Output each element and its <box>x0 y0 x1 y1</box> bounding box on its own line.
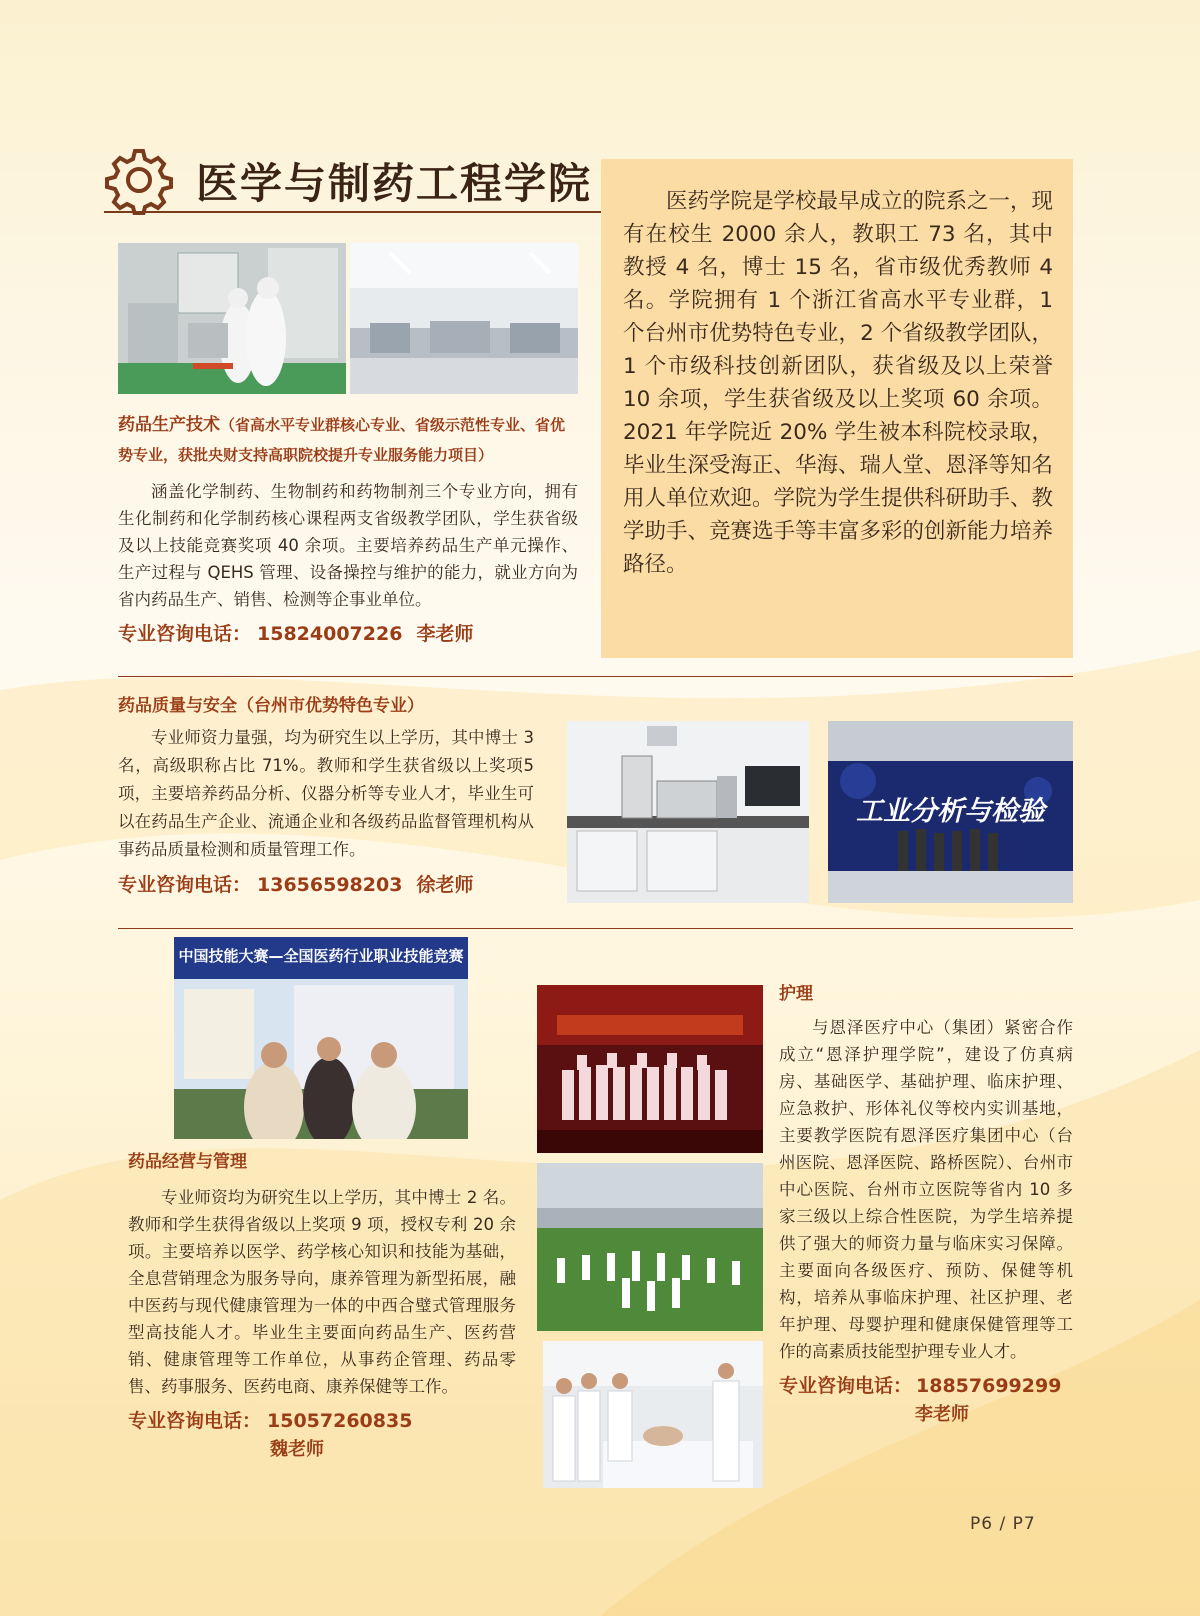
title-underline <box>104 211 601 213</box>
phone-number: 15057260835 <box>267 1410 413 1432</box>
divider <box>118 928 1073 929</box>
contact-line <box>779 1371 1073 1398</box>
phone-number: 13656598203 <box>257 874 403 896</box>
section-title: 护理 <box>779 984 813 1004</box>
section-body: 与恩泽医疗中心（集团）紧密合作成立“恩泽护理学院”，建设了仿真病房、基础医学、基础护理、临床护理、应急救护、形体礼仪等校内实训基地，主要教学医院有恩泽医疗集团中心（台州医院、恩泽医院、路桥医院）、台州市中心医院、台州市立医院等省内 10 多家三级以上综合性医院，为学生培养提供了强大的师资力量与临床实习保障。主要面向各级医疗、预防、保健等机构，培养从事临床护理、社区护理、老年护理、母婴护理和健康保健管理等工作的高素质技能型护理专业人才。 <box>779 1018 1073 1361</box>
banner-text: 工业分析与检验 <box>856 796 1045 827</box>
banner-text: 中国技能大赛—全国医药行业职业技能竞赛 <box>178 947 464 965</box>
contact-line <box>118 619 578 646</box>
photo-lab-workers <box>118 243 346 394</box>
teacher-name: 徐老师 <box>416 874 474 896</box>
phone-number: 15824007226 <box>257 623 403 645</box>
photo-clean-room <box>350 243 578 394</box>
section-pharma-business <box>128 1148 516 1461</box>
contact-label: 专业咨询电话： <box>128 1410 262 1432</box>
page-title: 医学与制药工程学院 <box>196 159 593 208</box>
contact-label: 专业咨询电话： <box>118 623 252 645</box>
section-body: 涵盖化学制药、生物制药和药物制剂三个专业方向，拥有生化制药和化学制药核心课程两支省级教学团队，学生获省级及以上技能竞赛奖项 40 余项。主要培养药品生产单元操作、生产过程与 QEHS 管理、设备操控与维护的能力，就业方向为省内药品生产、销售、检测等企事业单位。 <box>118 482 578 609</box>
photo-analysis-lab <box>567 721 809 903</box>
contact-line <box>118 870 534 897</box>
contact-line <box>128 1406 516 1433</box>
section-title: 药品经营与管理 <box>128 1152 247 1172</box>
contact-label: 专业咨询电话： <box>118 874 252 896</box>
section-body: 专业师资均为研究生以上学历，其中博士 2 名。教师和学生获得省级以上奖项 9 项，授权专利 20 余项。主要培养以医学、药学核心知识和技能为基础，全息营销理念为服务导向，康养管理为新型拓展，融中医药与现代健康管理为一体的中西合璧式管理服务型高技能人才。毕业生主要面向药品生产、医药营销、健康管理等工作单位，从事药企管理、药品零售、药事服务、医药电商、康养保健等工作。 <box>128 1188 516 1396</box>
section-title: 药品质量与安全（台州市优势特色专业） <box>118 696 424 716</box>
photo-nursing-ceremony <box>537 985 763 1153</box>
divider <box>118 676 1073 677</box>
photo-nursing-field <box>537 1163 763 1331</box>
contact-label: 专业咨询电话： <box>779 1375 913 1397</box>
section-pharma-quality <box>118 692 534 897</box>
page-numbers: P6 / P7 <box>970 1514 1036 1534</box>
teacher-name: 魏老师 <box>270 1439 324 1460</box>
intro-text: 医药学院是学校最早成立的院系之一，现有在校生 2000 余人，教职工 73 名，其中教授 4 名，博士 15 名，省市级优秀教师 4 名。学院拥有 1 个浙江省高水平专业群，1 个台州市优势特色专业，2 个省级教学团队，1 个市级科技创新团队，获省级及以上荣誉 10 余项，学生获省级及以上奖项 60 余项。2021 年学院近 20% 学生被本科院校录取，毕业生深受海正、华海、瑞人堂、恩泽等知名用人单位欢迎。学院为学生提供科研助手、教学助手、竞赛选手等丰富多彩的创新能力培养路径。 <box>623 189 1054 577</box>
phone-number: 18857699299 <box>916 1375 1062 1397</box>
section-title: 药品生产技术 <box>118 415 220 435</box>
gear-icon <box>104 145 174 215</box>
page-header <box>104 145 604 215</box>
section-note: （省高水平专业群核心专业、省级示范性专业、省优势专业，获批央财支持高职院校提升专业服务能力项目） <box>118 416 566 464</box>
teacher-name: 李老师 <box>416 623 474 645</box>
section-nursing <box>779 980 1073 1426</box>
photo-award-winners <box>174 937 468 1139</box>
photo-nursing-practice <box>543 1341 763 1488</box>
section-pharma-production <box>118 410 578 646</box>
section-body: 专业师资力量强，均为研究生以上学历，其中博士 3 名，高级职称占比 71%。教师和学生获省级以上奖项5项，主要培养药品分析、仪器分析等专业人才，毕业生可以在药品生产企业、流通企业和各级药品监督管理机构从事药品质量检测和质量管理工作。 <box>118 728 534 859</box>
teacher-name: 李老师 <box>915 1404 969 1425</box>
photo-competition-banner <box>828 721 1073 903</box>
intro-box <box>601 159 1073 658</box>
